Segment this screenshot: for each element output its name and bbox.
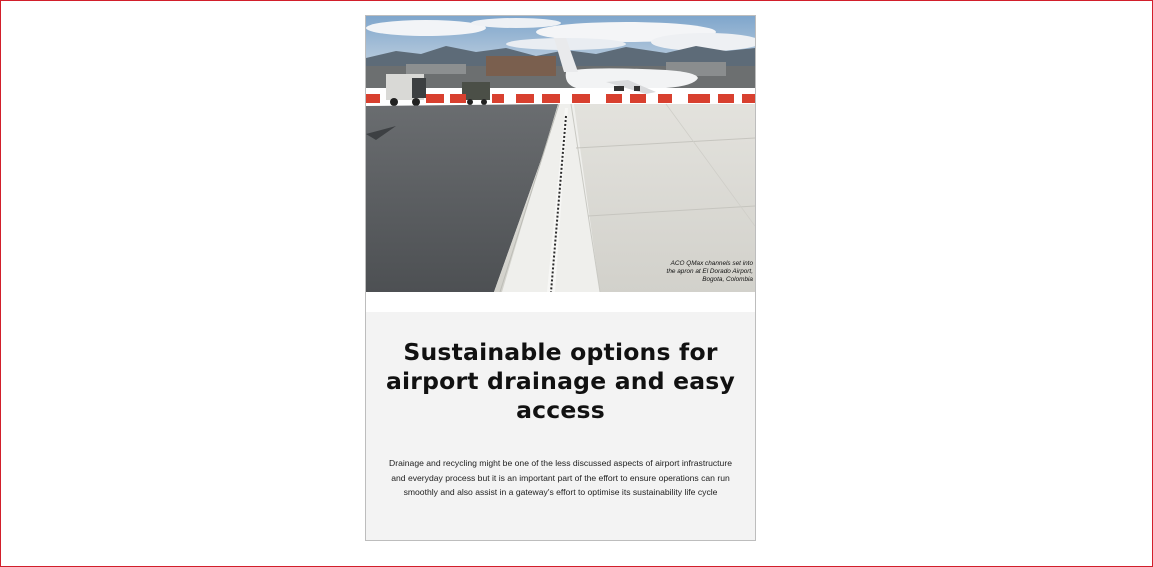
article-text-panel xyxy=(366,312,755,540)
article-title[interactable]: Sustainable options for airport drainage and easy access xyxy=(385,338,736,424)
apron-drainage-photo xyxy=(366,16,755,292)
photo-caption: ACO QMax channels set into the apron at El Dorado Airport, Bogota, Colombia xyxy=(666,260,753,283)
card-divider xyxy=(366,292,755,312)
article-summary: Drainage and recycling might be one of the less discussed aspects of airport infrastructure and everyday process but it is an important part of the effort to ensure operations can run smoothly and also assist in a gateway's effort to optimise its sustainability life cycle xyxy=(389,458,732,498)
article-photo xyxy=(366,16,755,292)
article-card[interactable] xyxy=(365,15,756,541)
